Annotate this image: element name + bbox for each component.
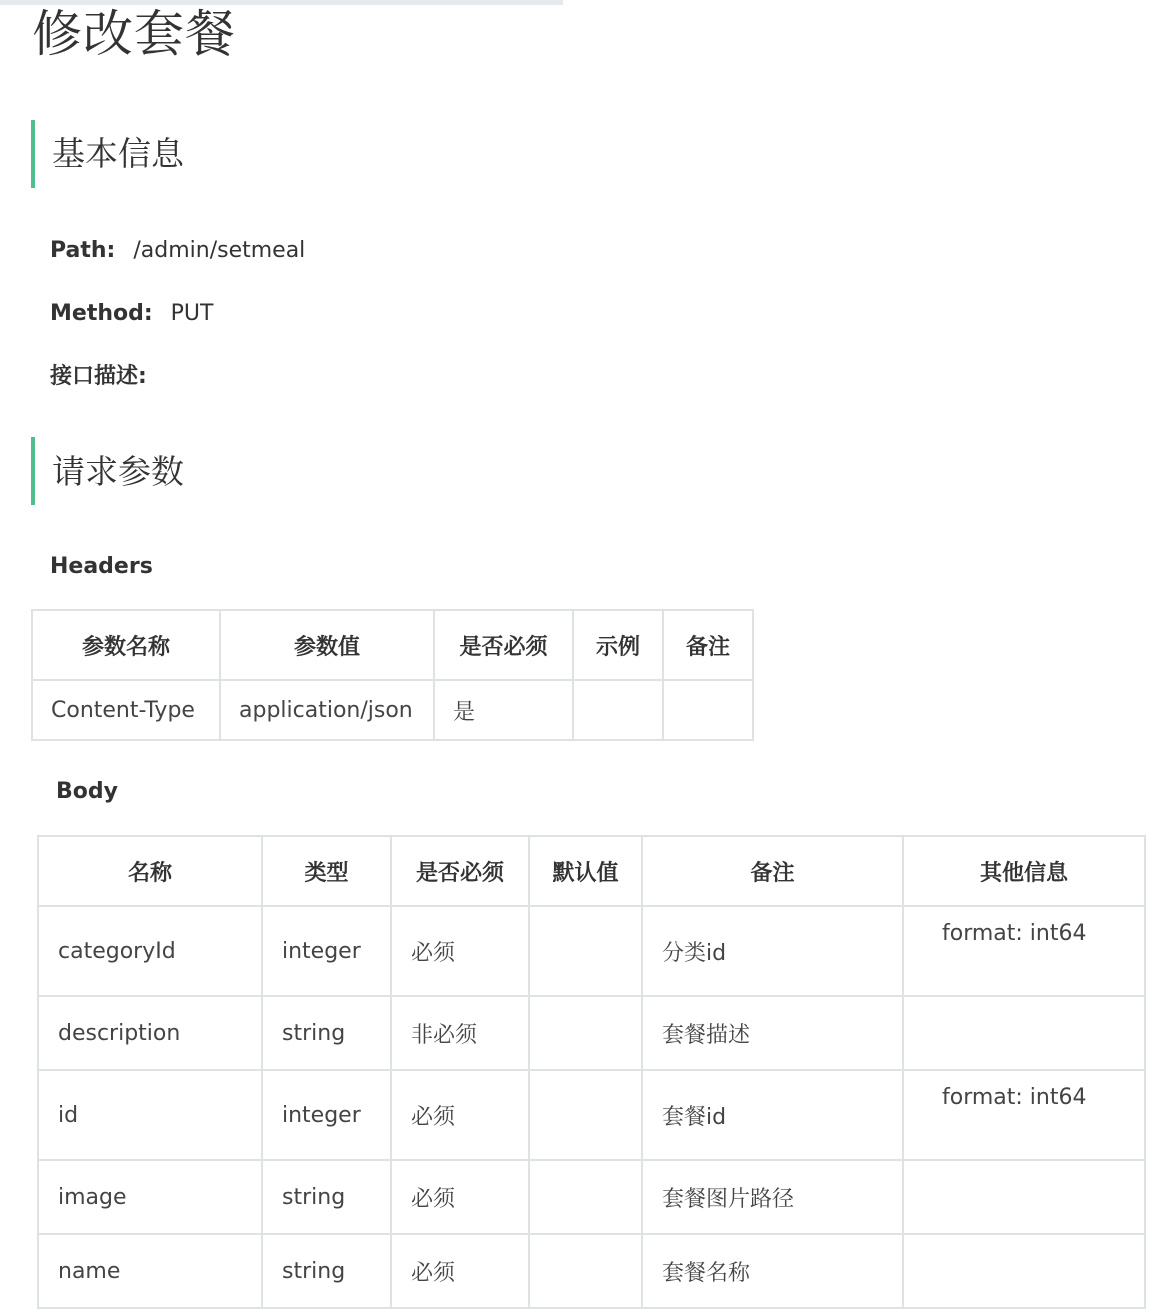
- table-cell: 分类id: [642, 906, 903, 996]
- table-cell: [903, 996, 1145, 1070]
- body-label: Body: [56, 779, 118, 804]
- table-cell: format: int64: [903, 1070, 1145, 1160]
- table-cell: [529, 1234, 642, 1308]
- table-cell: 套餐id: [642, 1070, 903, 1160]
- section-title-request-params: 请求参数: [52, 452, 184, 491]
- table-cell: application/json: [220, 680, 434, 740]
- headers-table: [31, 609, 754, 741]
- table-cell: [529, 1160, 642, 1234]
- table-cell: string: [262, 996, 391, 1070]
- table-cell: integer: [262, 1070, 391, 1160]
- table-cell: 必须: [391, 1234, 529, 1308]
- column-header: 参数值: [220, 610, 434, 680]
- column-header: 类型: [262, 836, 391, 906]
- table-cell: 必须: [391, 906, 529, 996]
- description-label: 接口描述:: [50, 364, 147, 389]
- column-header: 其他信息: [903, 836, 1145, 906]
- table-cell: [529, 1070, 642, 1160]
- column-header: 默认值: [529, 836, 642, 906]
- section-accent-bar: [31, 437, 35, 505]
- path-row: [50, 236, 305, 266]
- table-cell: [663, 680, 753, 740]
- description-row: [50, 362, 165, 392]
- table-cell: [529, 996, 642, 1070]
- column-header: 是否必须: [434, 610, 573, 680]
- column-header: 示例: [573, 610, 663, 680]
- section-title-basic-info: 基本信息: [52, 134, 184, 173]
- table-cell: 是: [434, 680, 573, 740]
- table-cell: 非必须: [391, 996, 529, 1070]
- column-header: 参数名称: [32, 610, 220, 680]
- table-row: [38, 1160, 1145, 1234]
- path-value: /admin/setmeal: [133, 238, 306, 263]
- table-header-row: [32, 610, 753, 680]
- table-cell: [903, 1234, 1145, 1308]
- table-row: [32, 680, 753, 740]
- table-cell: 必须: [391, 1160, 529, 1234]
- table-cell: 套餐名称: [642, 1234, 903, 1308]
- table-cell: id: [38, 1070, 262, 1160]
- table-cell: [529, 906, 642, 996]
- path-label: Path:: [50, 238, 116, 263]
- table-cell: image: [38, 1160, 262, 1234]
- table-cell: string: [262, 1160, 391, 1234]
- column-header: 备注: [642, 836, 903, 906]
- table-row: [38, 1234, 1145, 1308]
- table-cell: format: int64: [903, 906, 1145, 996]
- table-cell: string: [262, 1234, 391, 1308]
- table-cell: 套餐描述: [642, 996, 903, 1070]
- table-row: [38, 1070, 1145, 1160]
- table-cell: integer: [262, 906, 391, 996]
- table-cell: 必须: [391, 1070, 529, 1160]
- column-header: 备注: [663, 610, 753, 680]
- section-accent-bar: [31, 120, 35, 188]
- table-cell: [903, 1160, 1145, 1234]
- table-row: [38, 906, 1145, 996]
- method-row: [50, 299, 213, 329]
- column-header: 是否必须: [391, 836, 529, 906]
- table-header-row: [38, 836, 1145, 906]
- table-row: [38, 996, 1145, 1070]
- method-value: PUT: [170, 301, 214, 326]
- table-cell: Content-Type: [32, 680, 220, 740]
- table-cell: categoryId: [38, 906, 262, 996]
- headers-label: Headers: [50, 554, 153, 579]
- page-title: 修改套餐: [32, 5, 236, 63]
- table-cell: [573, 680, 663, 740]
- table-cell: 套餐图片路径: [642, 1160, 903, 1234]
- method-label: Method:: [50, 301, 153, 326]
- table-cell: description: [38, 996, 262, 1070]
- table-cell: name: [38, 1234, 262, 1308]
- column-header: 名称: [38, 836, 262, 906]
